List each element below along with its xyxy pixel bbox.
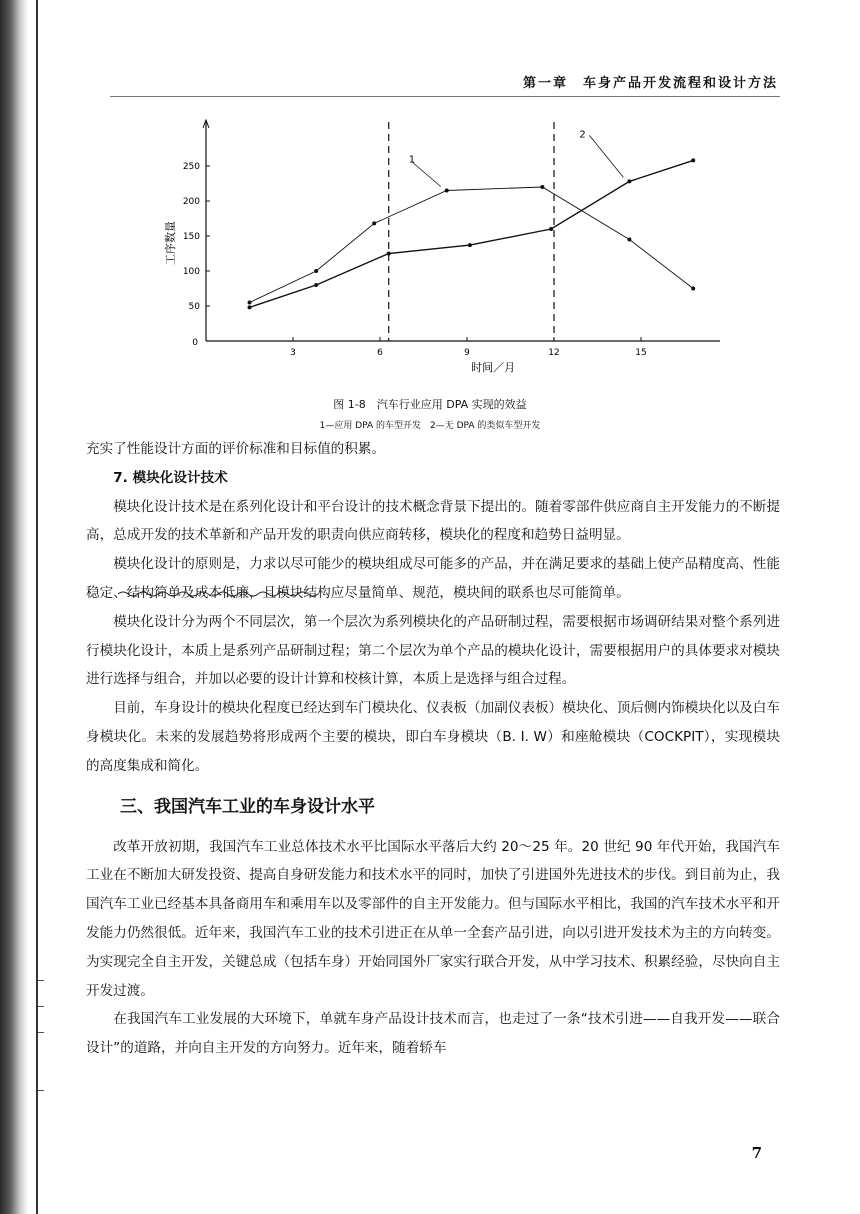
paragraph: 模块化设计分为两个不同层次，第一个层次为系列模块化的产品研制过程，需要根据市场调研结果对整个系列进行模块化设计，本质上是系列产品研制过程；第二个层次为单个产品的模块化设计，需要根据用户的具体要求对模块进行选择与组合，并加以必要的设计计算和校核计算，本质上是选择与组合过程。 bbox=[86, 613, 780, 688]
border-tick bbox=[38, 1006, 44, 1007]
figure-legend: 1—应用 DPA 的车型开发 2—无 DPA 的类似车型开发 bbox=[319, 421, 541, 431]
x-tick-label: 9 bbox=[464, 348, 470, 358]
y-tick-label: 250 bbox=[182, 162, 200, 172]
y-axis-label: 工序数量 bbox=[164, 221, 177, 265]
x-tick-label: 3 bbox=[290, 348, 296, 358]
page-number: 7 bbox=[751, 1144, 762, 1162]
paragraph: 在我国汽车工业发展的大环境下，单就车身产品设计技术而言，也走过了一条“技术引进——自我开发——联合设计”的道路，并向自主开发的方向努力。近年来，随着轿车 bbox=[86, 1011, 780, 1057]
figure-caption: 图 1-8 汽车行业应用 DPA 实现的效益 bbox=[333, 398, 527, 411]
data-point bbox=[691, 287, 695, 291]
data-point bbox=[387, 252, 391, 256]
paragraph: 模块化设计技术是在系列化设计和平台设计的技术概念背景下提出的。随着零部件供应商自主开发能力的不断提高，总成开发的技术革新和产品开发的职责向供应商转移，模块化的程度和趋势日益明显。 bbox=[86, 498, 780, 544]
scan-shadow bbox=[0, 0, 28, 1214]
data-point bbox=[314, 283, 318, 287]
series-1-label: 1 bbox=[408, 154, 416, 166]
header-rule bbox=[110, 96, 780, 97]
body-text bbox=[86, 435, 780, 1063]
data-point bbox=[627, 179, 631, 183]
paragraph: 充实了性能设计方面的评价标准和目标值的积累。 bbox=[86, 441, 386, 457]
series-1-leader bbox=[413, 163, 441, 187]
y-tick-label: 50 bbox=[188, 302, 200, 312]
data-point bbox=[540, 185, 544, 189]
section-heading-7: 7. 模块化设计技术 bbox=[113, 469, 228, 486]
y-tick-label: 150 bbox=[182, 232, 200, 242]
data-point bbox=[549, 227, 553, 231]
data-point bbox=[445, 189, 449, 193]
handwritten-underline bbox=[118, 590, 318, 598]
chart-ticks bbox=[183, 162, 647, 358]
data-point bbox=[372, 221, 376, 225]
running-head: 第一章 车身产品开发流程和设计方法 bbox=[522, 76, 778, 91]
data-point bbox=[691, 158, 695, 162]
y-tick-label: 100 bbox=[182, 267, 200, 277]
border-tick bbox=[38, 980, 44, 981]
data-point bbox=[248, 301, 252, 305]
series-2-leader bbox=[589, 135, 623, 177]
origin-label: 0 bbox=[192, 338, 198, 348]
chart-axes bbox=[203, 120, 720, 341]
paragraph: 改革开放初期，我国汽车工业总体技术水平比国际水平落后大约 20～25 年。20 世纪 90 年代开始，我国汽车工业在不断加大研发投资、提高自身研发能力和技术水平的同时，加快了引进国外先进技术的步伐。到目前为止，我国汽车工业已经基本具备商用车和乘用车以及零部件的自主开发能力。但与国际水平相比，我国的汽车技术水平和开发能力仍然很低。近年来，我国汽车工业的技术引进正在从单一全套产品引进，向以引进开发技术为主的方向转变。为实现完全自主开发，关键总成（包括车身）开始同国外厂家实行联合开发，从中学习技术、积累经验，尽快向自主开发过渡。 bbox=[86, 838, 780, 999]
data-point bbox=[468, 243, 472, 247]
border-tick bbox=[38, 1032, 44, 1033]
border-tick bbox=[38, 1090, 44, 1091]
x-axis-label: 时间／月 bbox=[471, 361, 516, 374]
x-tick-label: 6 bbox=[377, 348, 383, 358]
series-2-label: 2 bbox=[579, 129, 586, 141]
section-heading-3: 三、我国汽车工业的车身设计水平 bbox=[120, 796, 375, 817]
data-point bbox=[627, 238, 631, 242]
data-point bbox=[314, 269, 318, 273]
x-tick-label: 15 bbox=[635, 348, 647, 358]
chart-series bbox=[248, 129, 696, 309]
x-tick-label: 12 bbox=[548, 348, 560, 358]
y-tick-label: 200 bbox=[182, 197, 200, 207]
data-point bbox=[248, 305, 252, 309]
paragraph: 目前，车身设计的模块化程度已经达到车门模块化、仪表板（加副仪表板）模块化、顶后侧内饰模块化以及白车身模块化。未来的发展趋势将形成两个主要的模块，即白车身模块（B. I. W）和座舱模块（COCKPIT），实现模块的高度集成和简化。 bbox=[86, 700, 780, 774]
paragraph-underlined: 模块化设计的原则是，力求以尽可能少的模块组成尽可能多的产品，并在满足要求的基础上使产品精度高、性能稳定、结构简单及成本低廉，且模块结构应尽量简单、规范，模块间的联系也尽可能简单。 bbox=[86, 556, 780, 601]
dpa-benefit-chart bbox=[160, 108, 720, 378]
